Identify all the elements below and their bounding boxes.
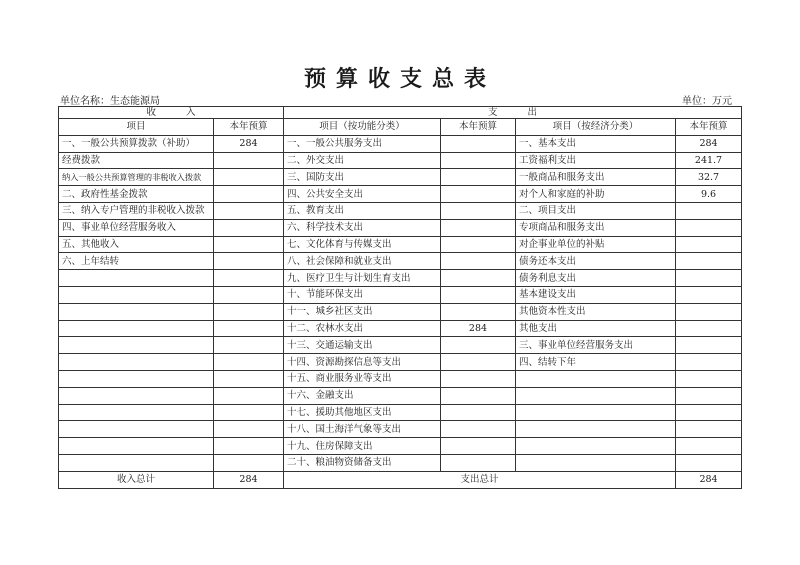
func-budget-cell — [441, 286, 516, 303]
income-budget-cell — [214, 253, 284, 270]
table-row — [59, 438, 742, 455]
income-item-cell: 二、政府性基金拨款 — [59, 186, 214, 203]
func-item-cell: 十七、援助其他地区支出 — [284, 404, 441, 421]
func-item-cell: 三、国防支出 — [284, 169, 441, 186]
table-body — [59, 107, 742, 489]
header-func-budget: 本年预算 — [441, 119, 516, 136]
econ-item-cell — [516, 454, 676, 471]
table-row — [59, 320, 742, 337]
func-item-cell: 二十、粮油物资储备支出 — [284, 454, 441, 471]
income-item-cell: 五、其他收入 — [59, 236, 214, 253]
func-item-cell: 十三、交通运输支出 — [284, 337, 441, 354]
econ-budget-cell — [676, 303, 742, 320]
econ-budget-cell: 241.7 — [676, 152, 742, 169]
econ-budget-cell — [676, 270, 742, 287]
econ-item-cell — [516, 404, 676, 421]
econ-item-cell: 对个人和家庭的补助 — [516, 186, 676, 203]
income-budget-cell — [214, 236, 284, 253]
column-header-row — [59, 119, 742, 136]
income-item-cell: 四、事业单位经营服务收入 — [59, 219, 214, 236]
econ-budget-cell — [676, 337, 742, 354]
expense-total-label: 支出总计 — [284, 471, 676, 488]
income-section-header — [59, 107, 284, 119]
expense-section-char-1: 支 — [488, 107, 498, 118]
income-item-cell — [59, 286, 214, 303]
currency-unit-label: 单位：万元 — [682, 96, 732, 107]
func-budget-cell — [441, 253, 516, 270]
income-item-cell — [59, 421, 214, 438]
func-budget-cell — [441, 135, 516, 152]
income-budget-cell — [214, 337, 284, 354]
func-budget-cell — [441, 219, 516, 236]
func-budget-cell — [441, 421, 516, 438]
func-budget-cell — [441, 438, 516, 455]
income-item-cell: 纳入一般公共预算管理的非税收入拨款 — [59, 169, 214, 186]
income-item-cell — [59, 454, 214, 471]
econ-budget-cell — [676, 236, 742, 253]
func-budget-cell — [441, 303, 516, 320]
econ-budget-cell — [676, 421, 742, 438]
func-budget-cell — [441, 202, 516, 219]
table-row — [59, 236, 742, 253]
econ-item-cell — [516, 387, 676, 404]
header-func-item: 项目（按功能分类） — [284, 119, 441, 136]
table-row — [59, 202, 742, 219]
table-row — [59, 387, 742, 404]
func-budget-cell — [441, 152, 516, 169]
table-row — [59, 404, 742, 421]
func-item-cell: 十九、住房保障支出 — [284, 438, 441, 455]
expense-section-char-2: 出 — [527, 107, 538, 118]
income-item-cell — [59, 370, 214, 387]
econ-item-cell: 二、项目支出 — [516, 202, 676, 219]
func-budget-cell — [441, 270, 516, 287]
table-row — [59, 370, 742, 387]
table-row — [59, 186, 742, 203]
income-budget-cell — [214, 454, 284, 471]
econ-budget-cell — [676, 454, 742, 471]
func-item-cell: 十五、商业服务业等支出 — [284, 370, 441, 387]
econ-item-cell: 债务利息支出 — [516, 270, 676, 287]
econ-item-cell — [516, 370, 676, 387]
income-total-label: 收入总计 — [59, 471, 214, 488]
table-row — [59, 253, 742, 270]
expense-section-header — [284, 107, 742, 119]
section-header-row — [59, 107, 742, 119]
func-item-cell: 十四、资源勘探信息等支出 — [284, 354, 441, 371]
income-item-cell — [59, 438, 214, 455]
econ-item-cell: 对企事业单位的补贴 — [516, 236, 676, 253]
header-econ-item: 项目（按经济分类） — [516, 119, 676, 136]
table-row — [59, 152, 742, 169]
func-item-cell: 九、医疗卫生与计划生育支出 — [284, 270, 441, 287]
func-item-cell: 七、文化体育与传媒支出 — [284, 236, 441, 253]
table-row — [59, 169, 742, 186]
income-item-cell — [59, 354, 214, 371]
table-row — [59, 421, 742, 438]
econ-item-cell: 其他资本性支出 — [516, 303, 676, 320]
unit-name-label: 单位名称：生态能源局 — [60, 96, 160, 107]
func-budget-cell — [441, 454, 516, 471]
econ-budget-cell — [676, 370, 742, 387]
econ-item-cell: 三、事业单位经营服务支出 — [516, 337, 676, 354]
header-income-budget: 本年预算 — [214, 119, 284, 136]
func-item-cell: 四、公共安全支出 — [284, 186, 441, 203]
econ-budget-cell — [676, 202, 742, 219]
econ-item-cell: 债务还本支出 — [516, 253, 676, 270]
econ-budget-cell — [676, 354, 742, 371]
func-item-cell: 十一、城乡社区支出 — [284, 303, 441, 320]
func-item-cell: 十八、国土海洋气象等支出 — [284, 421, 441, 438]
econ-item-cell: 一般商品和服务支出 — [516, 169, 676, 186]
income-budget-cell — [214, 152, 284, 169]
table-row — [59, 303, 742, 320]
income-total-value: 284 — [214, 471, 284, 488]
income-section-char-2: 入 — [186, 107, 196, 118]
income-budget-cell — [214, 169, 284, 186]
econ-budget-cell: 32.7 — [676, 169, 742, 186]
econ-item-cell: 一、基本支出 — [516, 135, 676, 152]
income-item-cell — [59, 303, 214, 320]
income-budget-cell — [214, 370, 284, 387]
income-budget-cell — [214, 286, 284, 303]
econ-item-cell: 四、结转下年 — [516, 354, 676, 371]
header-econ-budget: 本年预算 — [676, 119, 742, 136]
econ-item-cell: 专项商品和服务支出 — [516, 219, 676, 236]
income-item-cell: 一、一般公共预算拨款（补助） — [59, 135, 214, 152]
econ-budget-cell — [676, 253, 742, 270]
func-item-cell: 十六、金融支出 — [284, 387, 441, 404]
func-item-cell: 五、教育支出 — [284, 202, 441, 219]
econ-item-cell: 其他支出 — [516, 320, 676, 337]
income-item-cell — [59, 320, 214, 337]
table-row — [59, 337, 742, 354]
income-item-cell: 六、上年结转 — [59, 253, 214, 270]
table-row — [59, 135, 742, 152]
header-income-item: 项目 — [59, 119, 214, 136]
func-budget-cell — [441, 354, 516, 371]
func-budget-cell — [441, 370, 516, 387]
expense-total-value: 284 — [676, 471, 742, 488]
table-row — [59, 286, 742, 303]
income-item-cell — [59, 387, 214, 404]
econ-budget-cell: 9.6 — [676, 186, 742, 203]
func-budget-cell: 284 — [441, 320, 516, 337]
income-item-cell: 三、纳入专户管理的非税收入拨款 — [59, 202, 214, 219]
income-budget-cell — [214, 354, 284, 371]
income-budget-cell: 284 — [214, 135, 284, 152]
func-budget-cell — [441, 236, 516, 253]
income-item-cell — [59, 270, 214, 287]
income-budget-cell — [214, 270, 284, 287]
func-item-cell: 一、一般公共服务支出 — [284, 135, 441, 152]
table-row — [59, 219, 742, 236]
econ-item-cell — [516, 421, 676, 438]
econ-budget-cell — [676, 320, 742, 337]
econ-item-cell: 工资福利支出 — [516, 152, 676, 169]
func-item-cell: 十二、农林水支出 — [284, 320, 441, 337]
table-row — [59, 454, 742, 471]
totals-row — [59, 471, 742, 488]
income-budget-cell — [214, 320, 284, 337]
func-item-cell: 十、节能环保支出 — [284, 286, 441, 303]
income-item-cell: 经费拨款 — [59, 152, 214, 169]
income-budget-cell — [214, 219, 284, 236]
econ-budget-cell — [676, 404, 742, 421]
table-row — [59, 354, 742, 371]
func-budget-cell — [441, 404, 516, 421]
income-budget-cell — [214, 202, 284, 219]
budget-summary-table — [58, 106, 742, 489]
econ-budget-cell: 284 — [676, 135, 742, 152]
econ-item-cell: 基本建设支出 — [516, 286, 676, 303]
income-item-cell — [59, 337, 214, 354]
econ-budget-cell — [676, 387, 742, 404]
income-budget-cell — [214, 387, 284, 404]
func-budget-cell — [441, 337, 516, 354]
func-budget-cell — [441, 387, 516, 404]
income-item-cell — [59, 404, 214, 421]
econ-budget-cell — [676, 219, 742, 236]
income-budget-cell — [214, 186, 284, 203]
func-budget-cell — [441, 169, 516, 186]
table-row — [59, 270, 742, 287]
func-item-cell: 二、外交支出 — [284, 152, 441, 169]
econ-budget-cell — [676, 286, 742, 303]
income-budget-cell — [214, 404, 284, 421]
func-budget-cell — [441, 186, 516, 203]
page-title: 预算收支总表 — [303, 66, 496, 92]
income-budget-cell — [214, 421, 284, 438]
func-item-cell: 六、科学技术支出 — [284, 219, 441, 236]
econ-item-cell — [516, 438, 676, 455]
income-section-char-1: 收 — [146, 107, 156, 118]
func-item-cell: 八、社会保障和就业支出 — [284, 253, 441, 270]
econ-budget-cell — [676, 438, 742, 455]
income-budget-cell — [214, 303, 284, 320]
income-budget-cell — [214, 438, 284, 455]
